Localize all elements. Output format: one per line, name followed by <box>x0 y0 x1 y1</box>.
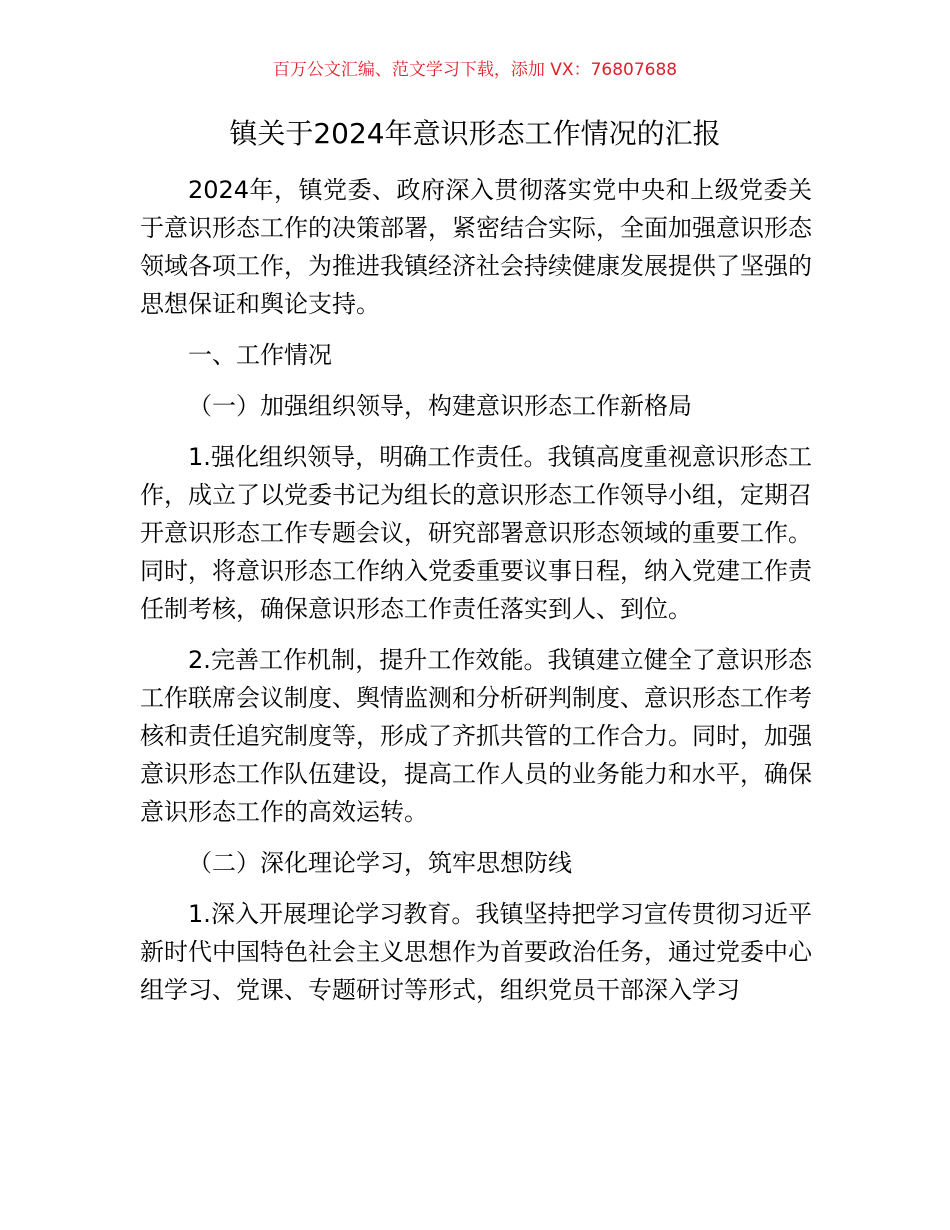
subsection-heading-2: （二）深化理论学习，筑牢思想防线 <box>188 849 572 877</box>
header-watermark-note: 百万公文汇编、范文学习下载，添加 VX：76807688 <box>272 60 678 80</box>
document-body <box>140 171 812 1022</box>
subsection-heading-1: （一）加强组织领导，构建意识形态工作新格局 <box>188 392 692 420</box>
paragraph-1-2: 2.完善工作机制，提升工作效能。我镇建立健全了意识形态工作联席会议制度、舆情监测和分析研判制度、意识形态工作考核和责任追究制度等，形成了齐抓共管的工作合力。同时，加强意识形态工作队伍建设，提高工作人员的业务能力和水平，确保意识形态工作的高效运转。 <box>140 646 812 826</box>
paragraph-2-1: 1.深入开展理论学习教育。我镇坚持把学习宣传贯彻习近平新时代中国特色社会主义思想作为首要政治任务，通过党委中心组学习、党课、专题研讨等形式，组织党员干部深入学习 <box>140 900 812 1004</box>
paragraph-1-1: 1.强化组织领导，明确工作责任。我镇高度重视意识形态工作，成立了以党委书记为组长的意识形态工作领导小组，定期召开意识形态工作专题会议，研究部署意识形态领域的重要工作。同时，将意识形态工作纳入党委重要议事日程，纳入党建工作责任制考核，确保意识形态工作责任落实到人、到位。 <box>140 443 812 623</box>
intro-paragraph: 2024年，镇党委、政府深入贯彻落实党中央和上级党委关于意识形态工作的决策部署，紧密结合实际，全面加强意识形态领域各项工作，为推进我镇经济社会持续健康发展提供了坚强的思想保证和舆论支持。 <box>140 176 812 318</box>
document-title: 镇关于2024年意识形态工作情况的汇报 <box>229 117 721 150</box>
section-heading-1: 一、工作情况 <box>188 341 332 369</box>
